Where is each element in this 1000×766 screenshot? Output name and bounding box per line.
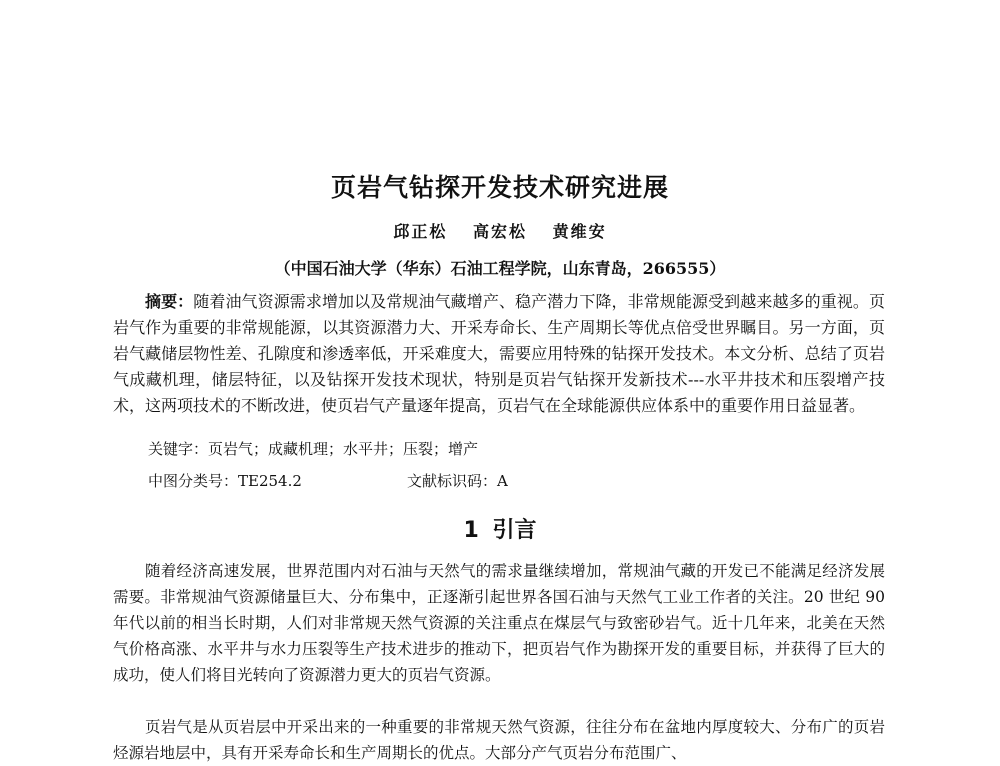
document-code: 文献标识码：A <box>407 472 508 490</box>
classification-number: 中图分类号：TE254.2 <box>148 472 302 490</box>
body-paragraph: 随着经济高速发展，世界范围内对石油与天然气的需求量继续增加，常规油气藏的开发已不能满足经济发展需要。非常规油气资源储量巨大、分布集中，正逐渐引起世界各国石油与天然气工业工作者的关注。20 世纪 90 年代以前的相当长时期，人们对非常规天然气资源的关注重点在煤层气与致密砂岩气。近十几年来，北美在天然气价格高涨、水平井与水力压裂等生产技术进步的推动下，把页岩气作为勘探开发的重要目标，并获得了巨大的成功，使人们将目光转向了资源潜力更大的页岩气资源。 <box>113 562 885 684</box>
abstract <box>113 289 885 419</box>
paper-title: 页岩气钻探开发技术研究进展 <box>330 173 669 202</box>
body-paragraph: 页岩气是从页岩层中开采出来的一种重要的非常规天然气资源，往往分布在盆地内厚度较大、分布广的页岩烃源岩地层中，具有开采寿命长和生产周期长的优点。大部分产气页岩分布范围广、 <box>113 718 885 762</box>
keywords: 关键字：页岩气；成藏机理；水平井；压裂；增产 <box>148 440 479 458</box>
section-heading: 1 引言 <box>463 518 537 543</box>
author-list: 邱正松 高宏松 黄维安 <box>393 222 607 241</box>
abstract-text: 随着油气资源需求增加以及常规油气藏增产、稳产潜力下降，非常规能源受到越来越多的重视。页岩气作为重要的非常规能源，以其资源潜力大、开采寿命长、生产周期长等优点倍受世界瞩目。另一方面，页岩气藏储层物性差、孔隙度和渗透率低，开采难度大，需要应用特殊的钻探开发技术。本文分析、总结了页岩气成藏机理，储层特征，以及钻探开发技术现状，特别是页岩气钻探开发新技术---水平井技术和压裂增产技术，这两项技术的不断改进，使页岩气产量逐年提高，页岩气在全球能源供应体系中的重要作用日益显著。 <box>113 292 885 415</box>
abstract-label: 摘要： <box>145 292 194 311</box>
affiliation: （中国石油大学（华东）石油工程学院，山东青岛，266555） <box>274 259 726 278</box>
